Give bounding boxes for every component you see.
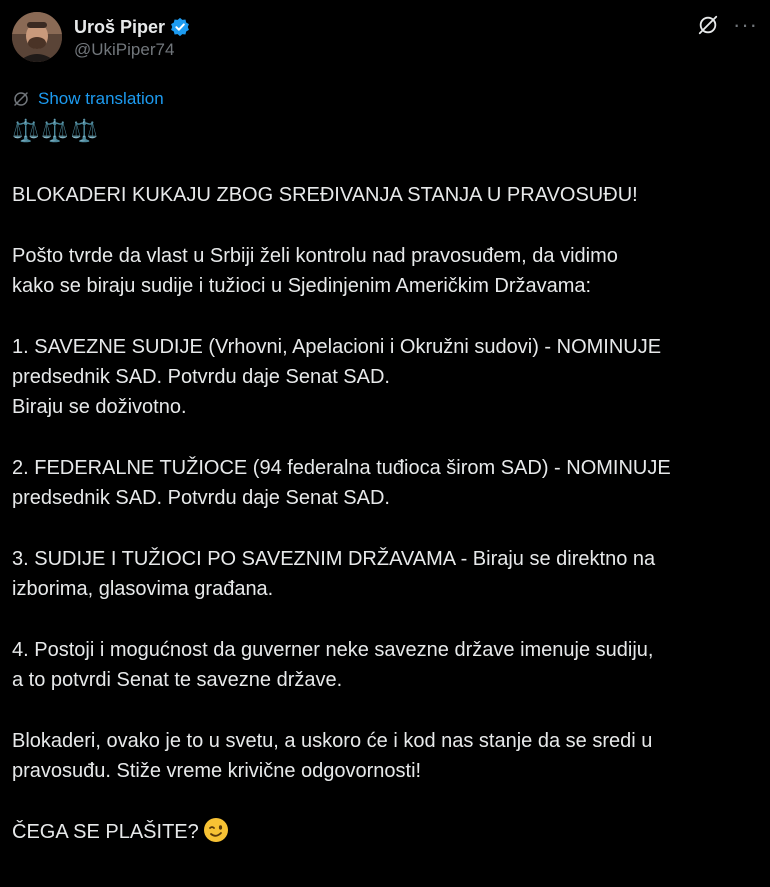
emoji-line — [12, 116, 762, 147]
winking-face-icon — [203, 817, 229, 843]
author-display-name[interactable]: Uroš Piper — [74, 16, 166, 37]
closing-paragraph — [12, 726, 762, 786]
item-1-line-3: Biraju se doživotno. — [12, 396, 187, 418]
item-4-line-2: a to potvrdi Senat te savezne države. — [12, 669, 343, 691]
balance-scale-emoji: ⚖️⚖️⚖️ — [12, 118, 101, 143]
avatar[interactable] — [12, 12, 62, 62]
post-text — [12, 116, 762, 878]
verified-badge-icon — [170, 17, 190, 37]
post-header — [12, 12, 758, 66]
more-options-icon[interactable]: ··· — [733, 12, 758, 37]
item-2 — [12, 453, 762, 513]
closing-line-2: pravosuđu. Stiže vreme krivične odgovornosti! — [12, 760, 422, 782]
author-names — [74, 12, 190, 60]
item-1 — [12, 332, 762, 422]
item-4-line-1: 4. Postoji i mogućnost da guverner neke savezne države imenuje sudiju, — [12, 639, 654, 661]
intro-line-1: Pošto tvrde da vlast u Srbiji želi kontrolu nad pravosuđem, da vidimo — [12, 245, 618, 267]
item-3-line-1: 3. SUDIJE I TUŽIOCI PO SAVEZNIM DRŽAVAMA - Biraju se direktno na — [12, 548, 656, 570]
name-row — [74, 15, 190, 39]
final-question-text: ČEGA SE PLAŠITE? — [12, 821, 199, 843]
item-2-line-1: 2. FEDERALNE TUŽIOCE (94 federalna tuđioca širom SAD) - NOMINUJE — [12, 457, 671, 479]
headline-text: BLOKADERI KUKAJU ZBOG SREĐIVANJA STANJA U PRAVOSUĐU! — [12, 184, 638, 206]
final-question — [12, 817, 762, 847]
intro-paragraph — [12, 241, 762, 301]
item-3-line-2: izborima, glasovima građana. — [12, 578, 274, 600]
intro-line-2: kako se biraju sudije i tužioci u Sjedinjenim Američkim Državama: — [12, 275, 592, 297]
item-1-line-1: 1. SAVEZNE SUDIJE (Vrhovni, Apelacioni i Okružni sudovi) - NOMINUJE — [12, 336, 662, 358]
translation-row — [12, 87, 164, 111]
item-1-line-2: predsednik SAD. Potvrdu daje Senat SAD. — [12, 366, 390, 388]
author-handle[interactable]: @UkiPiper74 — [74, 40, 175, 59]
item-4 — [12, 635, 762, 695]
header-actions — [697, 14, 758, 36]
headline — [12, 180, 762, 210]
grok-icon[interactable] — [697, 14, 719, 36]
translate-icon — [12, 90, 30, 108]
closing-line-1: Blokaderi, ovako je to u svetu, a uskoro će i kod nas stanje da se sredi u — [12, 730, 653, 752]
item-3 — [12, 544, 762, 604]
show-translation-link[interactable]: Show translation — [38, 89, 164, 108]
item-2-line-2: predsednik SAD. Potvrdu daje Senat SAD. — [12, 487, 390, 509]
